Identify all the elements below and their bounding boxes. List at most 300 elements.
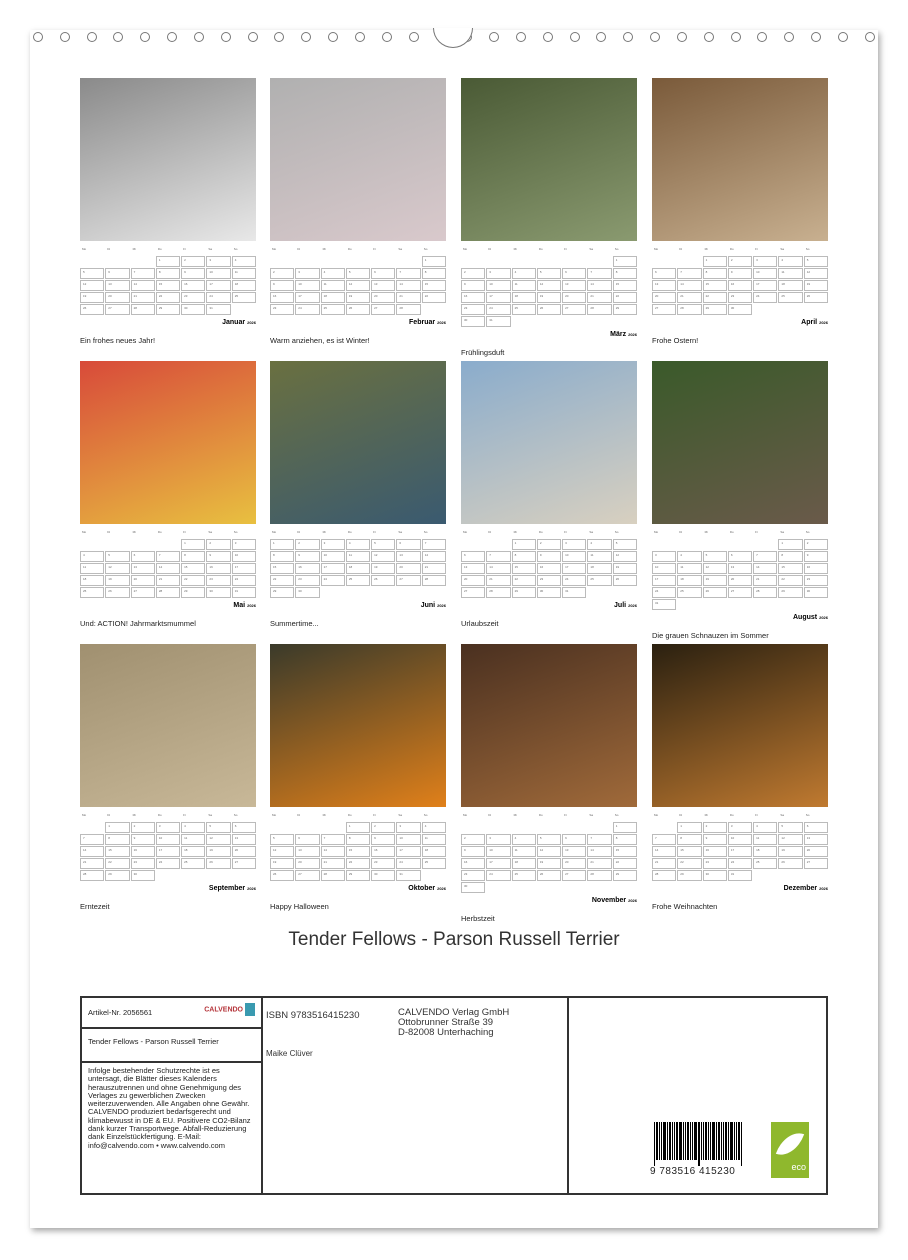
day-cell: 11: [512, 846, 536, 857]
weekday-label: Fr: [564, 813, 567, 817]
day-cell: 28: [321, 870, 345, 881]
day-cell: 15: [346, 846, 370, 857]
day-cell: 7: [486, 551, 510, 562]
ring-hole: [811, 32, 821, 42]
day-cell: 20: [728, 575, 752, 586]
day-cell: 15: [105, 846, 129, 857]
day-cell: 19: [537, 858, 561, 869]
day-cell: 12: [105, 563, 129, 574]
weekday-label: Sa: [398, 530, 403, 534]
day-cell: 17: [562, 563, 586, 574]
weekday-label: Di: [679, 530, 683, 534]
day-cell: 13: [232, 834, 256, 845]
article-number: Artikel-Nr. 2056561: [88, 1008, 153, 1017]
day-cell: 8: [270, 551, 294, 562]
day-cell: 26: [80, 304, 104, 315]
day-cell: 21: [156, 575, 180, 586]
day-cell: 12: [371, 551, 395, 562]
weekday-label: Di: [679, 247, 683, 251]
day-cell: 10: [232, 551, 256, 562]
month-4: [652, 78, 828, 345]
weekday-label: So: [423, 813, 428, 817]
day-cell: 30: [371, 870, 395, 881]
day-cell: 31: [652, 599, 676, 610]
day-cell: 6: [232, 822, 256, 833]
month-grid: [461, 813, 637, 893]
day-cell: 1: [270, 539, 294, 550]
month-grid: [461, 247, 637, 327]
day-cell: 24: [321, 575, 345, 586]
weekday-label: So: [233, 813, 238, 817]
weekday-label: Do: [347, 530, 352, 534]
weekday-label: Fr: [183, 247, 186, 251]
day-cell: 10: [206, 268, 230, 279]
day-cell: 17: [486, 292, 510, 303]
day-cell: 30: [461, 316, 485, 327]
weekday-label: So: [805, 247, 810, 251]
day-cell: 23: [181, 292, 205, 303]
weekday-label: Di: [488, 530, 492, 534]
day-cell: 11: [80, 563, 104, 574]
day-cell: 3: [486, 834, 510, 845]
day-cell: 5: [270, 834, 294, 845]
day-cell: 26: [613, 575, 637, 586]
day-cell: 19: [371, 563, 395, 574]
weekday-label: Fr: [373, 247, 376, 251]
day-cell: 29: [512, 587, 536, 598]
day-cell: 6: [562, 268, 586, 279]
day-cell: 30: [537, 587, 561, 598]
weekday-label: Mi: [322, 813, 326, 817]
day-cell: 7: [587, 268, 611, 279]
day-cell: 2: [728, 256, 752, 267]
day-cell: 12: [804, 268, 828, 279]
day-cell: 27: [232, 858, 256, 869]
day-cell: 12: [270, 846, 294, 857]
day-cell: 23: [537, 575, 561, 586]
day-cell: 19: [270, 858, 294, 869]
month-caption: Ein frohes neues Jahr!: [80, 336, 156, 345]
month-2: [270, 78, 446, 345]
day-cell: 6: [728, 551, 752, 562]
day-cell: 4: [232, 256, 256, 267]
day-cell: 18: [512, 292, 536, 303]
day-cell: 15: [613, 280, 637, 291]
day-cell: 10: [753, 268, 777, 279]
day-cell: 4: [80, 551, 104, 562]
day-cell: 29: [677, 870, 701, 881]
day-cell: 16: [461, 292, 485, 303]
day-cell: 31: [486, 316, 510, 327]
barcode-number: 9 783516 415230: [650, 1166, 736, 1177]
weekday-label: Do: [347, 813, 352, 817]
weekday-label: Mo: [463, 813, 468, 817]
day-cell: 29: [270, 587, 294, 598]
day-cell: 9: [728, 268, 752, 279]
day-cell: 20: [562, 858, 586, 869]
day-cell: 27: [562, 870, 586, 881]
day-cell: 22: [613, 858, 637, 869]
day-cell: 26: [270, 870, 294, 881]
day-cell: 10: [156, 834, 180, 845]
ring-hole: [382, 32, 392, 42]
day-cell: 28: [486, 587, 510, 598]
day-cell: 12: [778, 834, 802, 845]
day-cell: 11: [232, 268, 256, 279]
day-cell: 9: [461, 280, 485, 291]
day-cell: 25: [321, 304, 345, 315]
publisher-address: CALVENDO Verlag GmbH Ottobrunner Straße 39 D-82008 Unterhaching: [398, 1007, 510, 1038]
day-cell: 22: [422, 292, 446, 303]
day-cell: 7: [587, 834, 611, 845]
day-cell: 3: [156, 822, 180, 833]
day-cell: 1: [156, 256, 180, 267]
day-cell: 21: [131, 292, 155, 303]
month-label: Juli 2026: [614, 602, 637, 609]
day-cell: 19: [703, 575, 727, 586]
ring-hole: [60, 32, 70, 42]
day-cell: 14: [587, 846, 611, 857]
ring-hole: [248, 32, 258, 42]
day-cell: 5: [537, 268, 561, 279]
month-grid: [270, 813, 446, 881]
day-cell: 30: [728, 304, 752, 315]
weekday-label: Fr: [564, 530, 567, 534]
day-cell: 8: [703, 268, 727, 279]
day-cell: 14: [652, 846, 676, 857]
weekday-label: Di: [297, 530, 301, 534]
month-photo: [80, 361, 256, 524]
day-cell: 25: [778, 292, 802, 303]
day-cell: 1: [422, 256, 446, 267]
weekday-label: Do: [729, 813, 734, 817]
month-label: Dezember 2026: [783, 885, 828, 892]
day-cell: 15: [512, 563, 536, 574]
day-cell: 23: [804, 575, 828, 586]
day-cell: 1: [512, 539, 536, 550]
month-label: Juni 2026: [420, 602, 446, 609]
isbn: ISBN 9783516415230: [266, 1010, 360, 1021]
day-cell: 19: [804, 280, 828, 291]
day-cell: 1: [703, 256, 727, 267]
month-caption: Und: ACTION! Jahrmarktsmummel: [80, 619, 196, 628]
weekday-label: So: [614, 247, 619, 251]
day-cell: 17: [295, 292, 319, 303]
day-cell: 24: [652, 587, 676, 598]
ring-hole: [731, 32, 741, 42]
day-cell: 11: [422, 834, 446, 845]
day-cell: 26: [371, 575, 395, 586]
day-cell: 1: [613, 822, 637, 833]
ring-hole: [489, 32, 499, 42]
day-cell: 15: [703, 280, 727, 291]
day-cell: 28: [587, 870, 611, 881]
ring-hole: [221, 32, 231, 42]
weekday-label: Fr: [755, 530, 758, 534]
day-cell: 18: [346, 563, 370, 574]
day-cell: 31: [562, 587, 586, 598]
weekday-label: Mo: [463, 247, 468, 251]
day-cell: 16: [371, 846, 395, 857]
day-cell: 18: [232, 280, 256, 291]
month-caption: Erntezeit: [80, 902, 110, 911]
day-cell: 27: [105, 304, 129, 315]
month-photo: [652, 78, 828, 241]
day-cell: 13: [562, 846, 586, 857]
day-cell: 14: [396, 280, 420, 291]
day-cell: 5: [537, 834, 561, 845]
day-cell: 25: [512, 304, 536, 315]
day-cell: 10: [321, 551, 345, 562]
day-cell: 20: [232, 846, 256, 857]
day-cell: 14: [486, 563, 510, 574]
day-cell: 20: [804, 846, 828, 857]
month-label: August 2026: [792, 614, 828, 621]
day-cell: 21: [422, 563, 446, 574]
ring-hole: [623, 32, 633, 42]
month-6: [270, 361, 446, 628]
weekday-label: Sa: [208, 247, 213, 251]
day-cell: 25: [181, 858, 205, 869]
weekday-label: Do: [347, 247, 352, 251]
day-cell: 5: [703, 551, 727, 562]
weekday-label: Di: [488, 813, 492, 817]
day-cell: 11: [587, 551, 611, 562]
day-cell: 13: [652, 280, 676, 291]
day-cell: 1: [346, 822, 370, 833]
eco-leaf-icon: eco: [771, 1122, 809, 1178]
day-cell: 4: [587, 539, 611, 550]
day-cell: 21: [321, 858, 345, 869]
weekday-label: Sa: [589, 530, 594, 534]
day-cell: 21: [587, 858, 611, 869]
month-grid: [80, 530, 256, 598]
day-cell: 26: [105, 587, 129, 598]
day-cell: 28: [652, 870, 676, 881]
day-cell: 18: [321, 292, 345, 303]
day-cell: 22: [105, 858, 129, 869]
day-cell: 23: [131, 858, 155, 869]
ring-hole: [543, 32, 553, 42]
day-cell: 24: [156, 858, 180, 869]
day-cell: 23: [270, 304, 294, 315]
day-cell: 5: [804, 256, 828, 267]
day-cell: 15: [181, 563, 205, 574]
weekday-label: Mi: [132, 530, 136, 534]
day-cell: 16: [270, 292, 294, 303]
day-cell: 11: [778, 268, 802, 279]
day-cell: 26: [703, 587, 727, 598]
day-cell: 5: [778, 822, 802, 833]
day-cell: 4: [512, 834, 536, 845]
day-cell: 14: [422, 551, 446, 562]
day-cell: 8: [512, 551, 536, 562]
ring-hole: [87, 32, 97, 42]
day-cell: 31: [396, 870, 420, 881]
day-cell: 4: [512, 268, 536, 279]
day-cell: 8: [346, 834, 370, 845]
day-cell: 5: [206, 822, 230, 833]
day-cell: 11: [677, 563, 701, 574]
day-cell: 24: [232, 575, 256, 586]
day-cell: 18: [80, 575, 104, 586]
ring-hole: [865, 32, 875, 42]
month-1: [80, 78, 256, 345]
weekday-label: Do: [538, 813, 543, 817]
day-cell: 12: [613, 551, 637, 562]
weekday-label: Sa: [589, 247, 594, 251]
day-cell: 27: [461, 587, 485, 598]
day-cell: 6: [562, 834, 586, 845]
day-cell: 19: [537, 292, 561, 303]
month-photo: [461, 361, 637, 524]
day-cell: 13: [804, 834, 828, 845]
day-cell: 3: [295, 268, 319, 279]
day-cell: 26: [804, 292, 828, 303]
weekday-label: Di: [107, 813, 111, 817]
month-grid: [80, 247, 256, 315]
day-cell: 1: [105, 822, 129, 833]
day-cell: 16: [728, 280, 752, 291]
day-cell: 5: [371, 539, 395, 550]
day-cell: 27: [295, 870, 319, 881]
month-caption: Herbstzeit: [461, 914, 495, 923]
day-cell: 22: [181, 575, 205, 586]
day-cell: 4: [677, 551, 701, 562]
month-grid: [270, 530, 446, 598]
day-cell: 10: [396, 834, 420, 845]
day-cell: 2: [206, 539, 230, 550]
day-cell: 27: [728, 587, 752, 598]
day-cell: 16: [461, 858, 485, 869]
day-cell: 4: [181, 822, 205, 833]
day-cell: 25: [232, 292, 256, 303]
month-photo: [80, 78, 256, 241]
day-cell: 29: [156, 304, 180, 315]
day-cell: 3: [232, 539, 256, 550]
day-cell: 6: [295, 834, 319, 845]
ring-hole: [677, 32, 687, 42]
day-cell: 26: [537, 304, 561, 315]
day-cell: 10: [486, 280, 510, 291]
day-cell: 25: [753, 858, 777, 869]
day-cell: 21: [80, 858, 104, 869]
day-cell: 8: [105, 834, 129, 845]
weekday-label: Mi: [704, 247, 708, 251]
day-cell: 17: [206, 280, 230, 291]
day-cell: 22: [613, 292, 637, 303]
day-cell: 7: [753, 551, 777, 562]
weekday-label: Sa: [398, 247, 403, 251]
day-cell: 16: [206, 563, 230, 574]
weekday-label: Mo: [654, 530, 659, 534]
ring-hole: [33, 32, 43, 42]
day-cell: 10: [652, 563, 676, 574]
day-cell: 30: [181, 304, 205, 315]
weekday-label: Fr: [564, 247, 567, 251]
day-cell: 13: [396, 551, 420, 562]
weekday-label: Sa: [780, 530, 785, 534]
day-cell: 23: [461, 870, 485, 881]
day-cell: 7: [156, 551, 180, 562]
day-cell: 6: [804, 822, 828, 833]
day-cell: 26: [206, 858, 230, 869]
month-12: [652, 644, 828, 911]
weekday-label: Do: [157, 247, 162, 251]
day-cell: 18: [778, 280, 802, 291]
day-cell: 20: [131, 575, 155, 586]
day-cell: 3: [321, 539, 345, 550]
month-caption: Frühlingsduft: [461, 348, 505, 357]
day-cell: 13: [461, 563, 485, 574]
day-cell: 24: [486, 304, 510, 315]
day-cell: 5: [80, 268, 104, 279]
day-cell: 8: [613, 834, 637, 845]
day-cell: 13: [562, 280, 586, 291]
month-caption: Frohe Weihnachten: [652, 902, 718, 911]
month-label: November 2026: [591, 897, 637, 904]
day-cell: 14: [80, 846, 104, 857]
day-cell: 4: [422, 822, 446, 833]
day-cell: 3: [486, 268, 510, 279]
day-cell: 24: [486, 870, 510, 881]
weekday-label: Do: [538, 247, 543, 251]
day-cell: 19: [346, 292, 370, 303]
weekday-label: Mo: [82, 813, 87, 817]
day-cell: 24: [753, 292, 777, 303]
day-cell: 19: [778, 846, 802, 857]
day-cell: 9: [295, 551, 319, 562]
day-cell: 2: [295, 539, 319, 550]
day-cell: 12: [537, 280, 561, 291]
weekday-label: So: [233, 530, 238, 534]
day-cell: 28: [587, 304, 611, 315]
day-cell: 29: [346, 870, 370, 881]
day-cell: 22: [346, 858, 370, 869]
day-cell: 30: [131, 870, 155, 881]
weekday-label: Mi: [704, 530, 708, 534]
day-cell: 18: [587, 563, 611, 574]
day-cell: 19: [105, 575, 129, 586]
month-grid: [80, 813, 256, 881]
day-cell: 13: [295, 846, 319, 857]
day-cell: 27: [804, 858, 828, 869]
day-cell: 24: [206, 292, 230, 303]
day-cell: 29: [778, 587, 802, 598]
day-cell: 4: [753, 822, 777, 833]
month-label: Januar 2026: [222, 319, 256, 326]
day-cell: 26: [346, 304, 370, 315]
month-photo: [80, 644, 256, 807]
day-cell: 11: [321, 280, 345, 291]
day-cell: 15: [156, 280, 180, 291]
weekday-label: Mo: [272, 813, 277, 817]
month-photo: [461, 78, 637, 241]
day-cell: 16: [131, 846, 155, 857]
day-cell: 9: [537, 551, 561, 562]
day-cell: 22: [778, 575, 802, 586]
day-cell: 28: [80, 870, 104, 881]
day-cell: 2: [461, 834, 485, 845]
month-10: [270, 644, 446, 911]
day-cell: 7: [396, 268, 420, 279]
weekday-label: Mo: [82, 530, 87, 534]
day-cell: 22: [512, 575, 536, 586]
ring-hole: [113, 32, 123, 42]
day-cell: 17: [728, 846, 752, 857]
day-cell: 14: [677, 280, 701, 291]
month-label: Oktober 2026: [408, 885, 446, 892]
